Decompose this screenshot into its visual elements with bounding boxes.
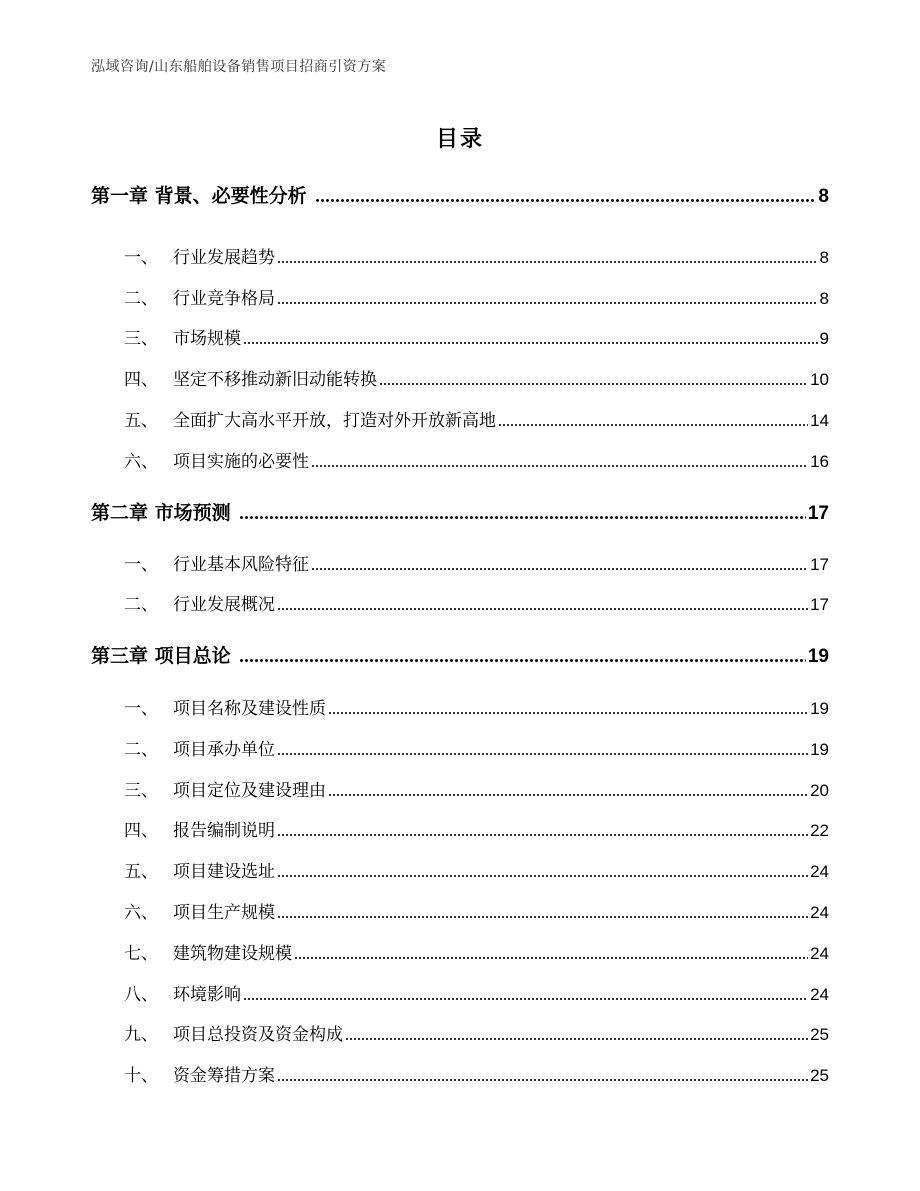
toc-section-1-5[interactable] bbox=[124, 412, 829, 430]
toc-section-label: 项目总投资及资金构成 bbox=[173, 1025, 343, 1045]
toc-page-number: 10 bbox=[810, 370, 829, 389]
toc-page-number: 14 bbox=[810, 411, 829, 430]
toc-section-label: 项目承办单位 bbox=[173, 740, 275, 760]
toc-section-label: 行业竞争格局 bbox=[173, 289, 275, 309]
toc-section-1-6[interactable] bbox=[124, 453, 829, 471]
toc-section-3-9[interactable] bbox=[124, 1026, 829, 1044]
toc-section-label: 坚定不移推动新旧动能转换 bbox=[173, 370, 377, 390]
toc-page-number: 17 bbox=[810, 595, 829, 614]
dot-leader bbox=[498, 424, 808, 426]
dot-leader bbox=[277, 834, 808, 836]
toc-chapter-label: 第一章 背景、必要性分析 bbox=[91, 185, 307, 207]
toc-section-label: 项目定位及建设理由 bbox=[173, 781, 326, 801]
toc-section-3-7[interactable] bbox=[124, 945, 829, 963]
toc-section-2-2[interactable] bbox=[124, 596, 829, 614]
toc-section-number: 一、 bbox=[124, 248, 158, 268]
toc-section-number: 一、 bbox=[124, 555, 158, 575]
dot-leader bbox=[243, 342, 818, 344]
toc-section-1-2[interactable] bbox=[124, 290, 829, 308]
toc-section-label: 资金筹措方案 bbox=[173, 1066, 275, 1086]
dot-leader bbox=[328, 794, 808, 796]
toc-section-number: 七、 bbox=[124, 944, 158, 964]
toc-section-number: 四、 bbox=[124, 821, 158, 841]
dot-leader bbox=[277, 753, 808, 755]
toc-section-3-4[interactable] bbox=[124, 822, 829, 840]
toc-page-number: 25 bbox=[810, 1066, 829, 1085]
toc-chapter-1[interactable] bbox=[91, 187, 829, 206]
dot-leader bbox=[315, 199, 817, 202]
toc-section-1-4[interactable] bbox=[124, 371, 829, 389]
toc-section-label: 报告编制说明 bbox=[173, 821, 275, 841]
toc-section-label: 建筑物建设规模 bbox=[173, 944, 292, 964]
toc-section-label: 环境影响 bbox=[173, 985, 241, 1005]
toc-page-number: 20 bbox=[810, 781, 829, 800]
toc-chapter-label: 第三章 项目总论 bbox=[91, 645, 231, 667]
toc-section-number: 九、 bbox=[124, 1025, 158, 1045]
toc-section-label: 行业发展趋势 bbox=[173, 248, 275, 268]
dot-leader bbox=[243, 998, 808, 1000]
toc-section-3-6[interactable] bbox=[124, 904, 829, 922]
toc-section-3-2[interactable] bbox=[124, 741, 829, 759]
toc-section-number: 二、 bbox=[124, 595, 158, 615]
toc-page-number: 8 bbox=[819, 248, 829, 267]
dot-leader bbox=[277, 261, 818, 263]
dot-leader bbox=[311, 568, 808, 570]
toc-section-number: 六、 bbox=[124, 452, 158, 472]
toc-page-number: 19 bbox=[810, 740, 829, 759]
toc-section-label: 项目实施的必要性 bbox=[173, 452, 309, 472]
toc-section-label: 行业基本风险特征 bbox=[173, 555, 309, 575]
toc-page-number: 9 bbox=[819, 329, 829, 348]
toc-page-number: 8 bbox=[819, 289, 829, 308]
dot-leader bbox=[277, 1079, 808, 1081]
toc-page-number: 24 bbox=[810, 985, 829, 1004]
toc-section-number: 十、 bbox=[124, 1066, 158, 1086]
toc-section-number: 三、 bbox=[124, 781, 158, 801]
dot-leader bbox=[294, 957, 808, 959]
toc-section-label: 项目生产规模 bbox=[173, 903, 275, 923]
toc-section-3-1[interactable] bbox=[124, 700, 829, 718]
toc-section-number: 四、 bbox=[124, 370, 158, 390]
toc-section-label: 行业发展概况 bbox=[173, 595, 275, 615]
dot-leader bbox=[277, 608, 808, 610]
toc-section-1-3[interactable] bbox=[124, 330, 829, 348]
toc-page-number: 22 bbox=[810, 821, 829, 840]
toc-section-3-8[interactable] bbox=[124, 986, 829, 1004]
toc-section-2-1[interactable] bbox=[124, 556, 829, 574]
toc-section-3-3[interactable] bbox=[124, 782, 829, 800]
toc-title: 目录 bbox=[435, 127, 484, 152]
toc-page-number: 19 bbox=[810, 699, 829, 718]
toc-section-number: 八、 bbox=[124, 985, 158, 1005]
toc-section-number: 五、 bbox=[124, 862, 158, 882]
toc-page-number: 17 bbox=[810, 555, 829, 574]
toc-section-number: 三、 bbox=[124, 329, 158, 349]
dot-leader bbox=[277, 302, 818, 304]
running-header: 泓域咨询/山东船舶设备销售项目招商引资方案 bbox=[91, 59, 387, 75]
toc-section-number: 一、 bbox=[124, 699, 158, 719]
toc-section-number: 二、 bbox=[124, 289, 158, 309]
toc-chapter-label: 第二章 市场预测 bbox=[91, 502, 231, 524]
dot-leader bbox=[239, 659, 806, 662]
toc-chapter-3[interactable] bbox=[91, 647, 829, 666]
dot-leader bbox=[328, 712, 808, 714]
dot-leader bbox=[239, 516, 806, 519]
toc-page-number: 16 bbox=[810, 452, 829, 471]
toc-chapter-2[interactable] bbox=[91, 504, 829, 523]
dot-leader bbox=[379, 383, 808, 385]
toc-section-1-1[interactable] bbox=[124, 249, 829, 267]
toc-page-number: 24 bbox=[810, 862, 829, 881]
toc-page-number: 24 bbox=[810, 903, 829, 922]
toc-page-number: 24 bbox=[810, 944, 829, 963]
toc-page-number: 17 bbox=[807, 503, 829, 524]
toc-section-number: 二、 bbox=[124, 740, 158, 760]
toc-section-3-5[interactable] bbox=[124, 863, 829, 881]
dot-leader bbox=[277, 916, 808, 918]
toc-section-number: 六、 bbox=[124, 903, 158, 923]
toc-section-3-10[interactable] bbox=[124, 1067, 829, 1085]
toc-section-label: 市场规模 bbox=[173, 329, 241, 349]
dot-leader bbox=[311, 465, 808, 467]
toc-section-label: 项目建设选址 bbox=[173, 862, 275, 882]
toc-section-number: 五、 bbox=[124, 411, 158, 431]
toc-page-number: 8 bbox=[818, 186, 829, 207]
toc-section-label: 全面扩大高水平开放，打造对外开放新高地 bbox=[173, 411, 496, 431]
dot-leader bbox=[277, 875, 808, 877]
toc-section-label: 项目名称及建设性质 bbox=[173, 699, 326, 719]
toc-page-number: 19 bbox=[807, 646, 829, 667]
dot-leader bbox=[345, 1038, 808, 1040]
toc-page-number: 25 bbox=[810, 1025, 829, 1044]
